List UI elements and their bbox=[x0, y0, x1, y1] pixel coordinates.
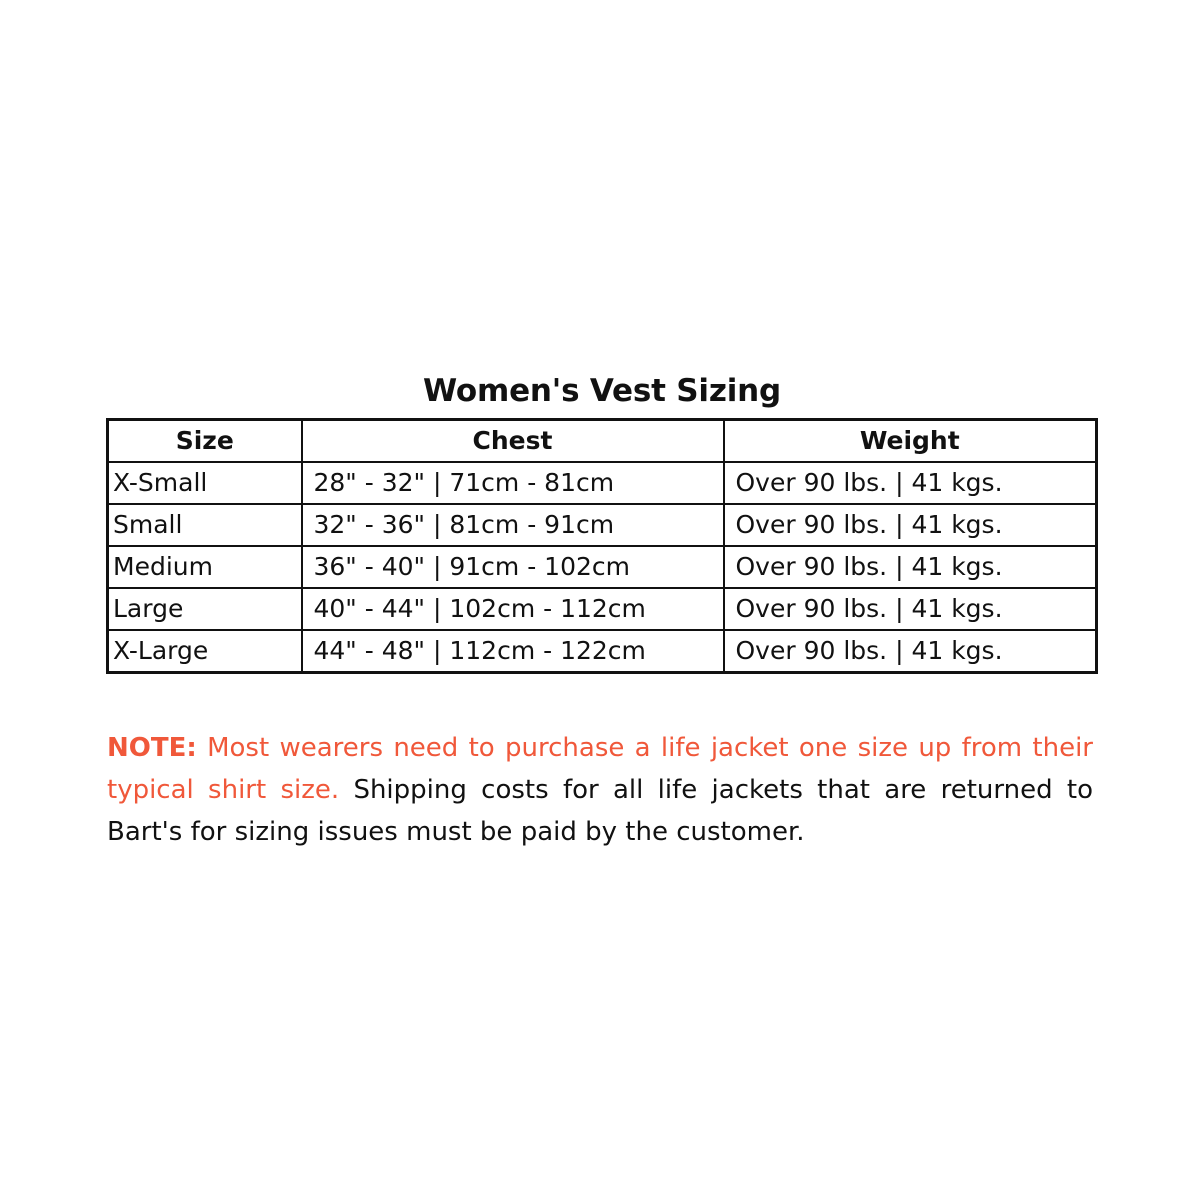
chart-title: Women's Vest Sizing bbox=[423, 373, 781, 409]
chest-cell: 40" - 44" | 102cm - 112cm bbox=[302, 588, 724, 630]
chest-cell: 36" - 40" | 91cm - 102cm bbox=[302, 546, 724, 588]
note-label: NOTE: bbox=[107, 733, 197, 763]
size-cell: X-Large bbox=[108, 630, 302, 673]
sizing-table bbox=[106, 418, 1098, 674]
table-row bbox=[108, 462, 1097, 504]
weight-cell: Over 90 lbs. | 41 kgs. bbox=[724, 630, 1097, 673]
weight-cell: Over 90 lbs. | 41 kgs. bbox=[724, 588, 1097, 630]
note-highlight: Most wearers need to purchase a life jacket one size up from their typical shirt size. bbox=[107, 733, 1094, 805]
table-header-row bbox=[108, 420, 1097, 463]
chest-cell: 44" - 48" | 112cm - 122cm bbox=[302, 630, 724, 673]
note-body: Shipping costs for all life jackets that are returned to Bart's for sizing issues must be paid by the customer. bbox=[107, 775, 1093, 847]
table-row bbox=[108, 630, 1097, 673]
size-cell: X-Small bbox=[108, 462, 302, 504]
column-header-chest: Chest bbox=[302, 420, 724, 463]
sizing-note bbox=[107, 727, 1093, 853]
column-header-size: Size bbox=[108, 420, 302, 463]
chest-cell: 32" - 36" | 81cm - 91cm bbox=[302, 504, 724, 546]
size-cell: Large bbox=[108, 588, 302, 630]
chest-cell: 28" - 32" | 71cm - 81cm bbox=[302, 462, 724, 504]
table-row bbox=[108, 504, 1097, 546]
table-row bbox=[108, 588, 1097, 630]
weight-cell: Over 90 lbs. | 41 kgs. bbox=[724, 462, 1097, 504]
size-cell: Small bbox=[108, 504, 302, 546]
table-row bbox=[108, 546, 1097, 588]
weight-cell: Over 90 lbs. | 41 kgs. bbox=[724, 504, 1097, 546]
size-cell: Medium bbox=[108, 546, 302, 588]
column-header-weight: Weight bbox=[724, 420, 1097, 463]
weight-cell: Over 90 lbs. | 41 kgs. bbox=[724, 546, 1097, 588]
